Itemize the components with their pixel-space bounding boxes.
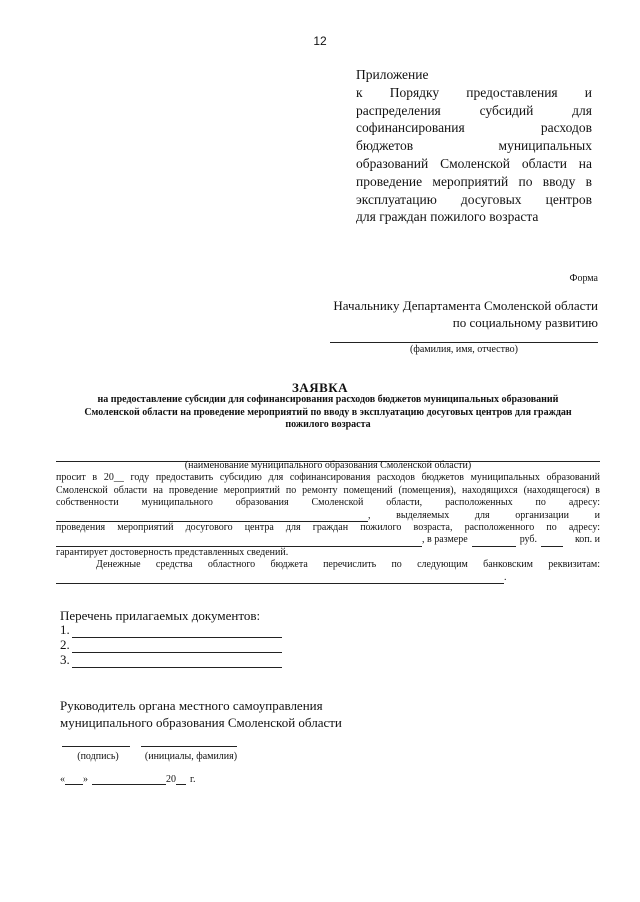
day-field[interactable] xyxy=(65,775,83,785)
appendix-line: эксплуатацию досуговых центров xyxy=(356,191,592,207)
amount-label: , в размере xyxy=(422,534,468,546)
attachment-number: 3. xyxy=(60,652,70,667)
appendix-line: софинансирования расходов xyxy=(356,120,592,136)
signature-field[interactable] xyxy=(62,746,130,747)
document-subtitle xyxy=(56,394,600,432)
appendix-line: для граждан пожилого возраста xyxy=(356,209,539,225)
addressee-block xyxy=(298,297,598,331)
fio-field[interactable] xyxy=(330,342,598,343)
address-field-1[interactable] xyxy=(56,512,368,522)
address-row-1 xyxy=(56,510,600,522)
appendix-line: бюджетов муниципальных xyxy=(356,138,592,154)
bank-details-row xyxy=(56,572,600,584)
open-quote: « xyxy=(60,774,65,785)
appendix-line: проведение мероприятий по вводу в xyxy=(356,173,592,189)
appendix-line: распределения субсидий для xyxy=(356,102,592,118)
body-line: гарантирует достоверность представленных сведений. xyxy=(56,546,289,558)
attachment-item xyxy=(60,637,282,653)
body-line: просит в 20__ году предоставить субсидию для софинансирования расходов бюджетов муниципальных образований xyxy=(56,472,600,484)
amount-row xyxy=(56,534,600,546)
year-prefix: 20 xyxy=(166,774,176,785)
year-field[interactable] xyxy=(176,775,186,785)
month-field[interactable] xyxy=(92,775,166,785)
signature-caption: (подпись) xyxy=(77,751,119,762)
attachment-number: 2. xyxy=(60,637,70,652)
subtitle-line: на предоставление субсидии для софинансирования расходов бюджетов муниципальных образований xyxy=(97,394,559,405)
rubles-label: руб. xyxy=(519,534,538,546)
attachment-number: 1. xyxy=(60,622,70,637)
fio-caption: (фамилия, имя, отчество) xyxy=(410,344,518,355)
close-quote: » xyxy=(83,774,88,785)
application-body xyxy=(56,460,600,584)
subtitle-line: пожилого возраста xyxy=(285,419,371,430)
body-line: Смоленской области на проведение мероприятий по ремонту помещений (помещения), находящихся (находящегося) в xyxy=(56,484,600,496)
head-line-2: муниципального образования Смоленской области xyxy=(60,715,342,730)
address-field-2[interactable] xyxy=(56,537,422,547)
body-line: , выделяемых для организации и xyxy=(368,509,600,521)
attachment-field[interactable] xyxy=(72,656,282,668)
form-label: Форма xyxy=(569,273,598,284)
appendix-line: образований Смоленской области на xyxy=(356,155,592,171)
rubles-field[interactable] xyxy=(472,537,516,547)
page-number: 12 xyxy=(313,34,327,48)
body-line: собственности муниципального образования Смоленской области, расположенных по адресу: xyxy=(56,497,600,509)
initials-caption: (инициалы, фамилия) xyxy=(144,751,238,762)
addressee-line-2: по социальному развитию xyxy=(452,315,598,330)
head-of-authority xyxy=(60,697,342,731)
body-line: Денежные средства областного бюджета перечислить по следующим банковским реквизитам: xyxy=(96,559,600,571)
document-title: ЗАЯВКА xyxy=(291,380,349,395)
kopecks-field[interactable] xyxy=(541,537,563,547)
subtitle-line: Смоленской области на проведение мероприятий по вводу в эксплуатацию досуговых центров для граждан xyxy=(84,406,572,418)
addressee-line-1: Начальнику Департамента Смоленской области xyxy=(333,298,598,313)
date-line xyxy=(60,774,195,785)
initials-field[interactable] xyxy=(141,746,237,747)
kopecks-label: коп. и xyxy=(574,534,600,546)
year-suffix: г. xyxy=(190,774,196,785)
bank-details-field[interactable] xyxy=(56,574,504,584)
municipality-caption: (наименование муниципального образования Смоленской области) xyxy=(184,460,472,471)
bank-details-end: . xyxy=(504,571,507,583)
appendix-line: Приложение xyxy=(356,67,429,82)
attachment-item xyxy=(60,622,282,638)
body-line: проведения мероприятий досугового центра для граждан пожилого возраста, расположенного по адресу: xyxy=(56,522,600,534)
attachment-item xyxy=(60,652,282,668)
attachments-heading: Перечень прилагаемых документов: xyxy=(60,608,261,623)
appendix-block xyxy=(356,66,592,226)
appendix-line: к Порядку предоставления и xyxy=(356,84,592,100)
head-line-1: Руководитель органа местного самоуправления xyxy=(60,698,323,713)
